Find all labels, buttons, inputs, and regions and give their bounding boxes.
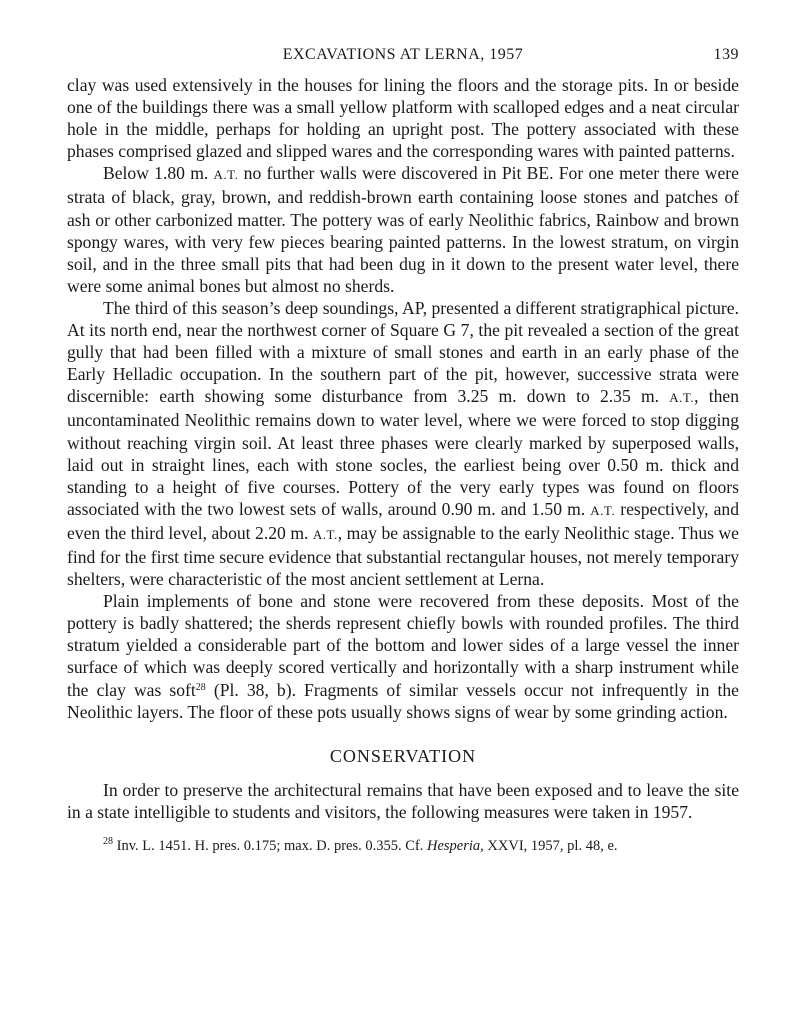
page <box>67 46 739 855</box>
abbrev-at: A.T. <box>669 390 695 406</box>
paragraph-pit-ap <box>67 297 739 590</box>
text-run: Plain implements of bone and stone were recovered from these deposits. Most of the pottery is badly shattered; the sherds represent chiefly bowls with rounded profiles. The third stratum yielded a considerable part of the bottom and lower sides of a large vessel the inner surface of which was deeply scored vertically and horizontally with a sharp instrument while the clay was soft <box>67 591 739 700</box>
text-run: , may be assignable to the early Neolithic stage. Thus we find for the first time secure evidence that substantial rectangular houses, not merely temporary shelters, were characteristic of the most ancient settlement at Lerna. <box>67 522 739 590</box>
abbrev-at: A.T. <box>312 526 338 542</box>
abbrev-at: A.T. <box>590 502 616 518</box>
text-run: (Pl. 38, b). Fragments of similar vessels occur not infrequently in the Neolithic layers. The floor of these pots usually shows signs of wear by some grinding action. <box>67 679 739 722</box>
text-run: Inv. L. 1451. H. pres. 0.175; max. D. pres. 0.355. Cf. <box>113 838 427 854</box>
text-run: , XXVI, 1957, pl. 48, e. <box>480 838 618 854</box>
journal-title: Hesperia <box>427 838 481 854</box>
body-text <box>67 74 739 855</box>
running-head <box>67 46 739 74</box>
text-run: respectively, and even the third level, about 2.20 m. <box>67 498 739 543</box>
text-run: no further walls were discovered in Pit BE. For one meter there were strata of black, gray, brown, and reddish-brown earth containing loose stones and patches of ash or other carbonized matter. The pottery was of early Neolithic fabrics, Rainbow and brown spongy wares, with very few pieces bearing painted patterns. In the lowest stratum, on virgin soil, and in the three small pits that had been dug in it down to the present water level, there were some animal bones but almost no sherds. <box>67 163 739 296</box>
page-number: 139 <box>713 46 739 63</box>
paragraph-pit-be <box>67 162 739 297</box>
paragraph-continuation: clay was used extensively in the houses for lining the floors and the storage pits. In or beside one of the buildings there was a small yellow platform with scalloped edges and a neat circular hole in the middle, perhaps for holding an upright post. The pottery associated with these phases comprised glazed and slipped wares and the corresponding wares with painted patterns. <box>67 75 739 162</box>
paragraph-implements <box>67 590 739 723</box>
running-title: EXCAVATIONS AT LERNA, 1957 <box>282 46 524 63</box>
abbrev-at: A.T. <box>213 167 239 183</box>
footnote-reference[interactable]: 28 <box>195 681 206 693</box>
section-heading: CONSERVATION <box>329 745 477 766</box>
footnote-number: 28 <box>103 836 113 847</box>
text-run: The third of this season’s deep soundings, AP, presented a different stratigraphical picture. At its north end, near the northwest corner of Square G 7, the pit revealed a section of the great gully that had been filled with a mixture of small stones and earth in an early phase of the Early Helladic occupation. In the southern part of the pit, however, successive strata were discernible: earth showing some disturbance from 3.25 m. down to 2.35 m. <box>67 297 739 407</box>
text-run: , then uncontaminated Neolithic remains down to water level, where we were forced to stop digging without reaching virgin soil. At least three phases were clearly marked by superposed walls, laid out in straight lines, each with stone socles, the earliest being over 0.50 m. thick and standing to a height of five courses. Pottery of the very early types was found on floors associated with the two lowest sets of walls, around 0.90 m. and 1.50 m. <box>67 386 739 519</box>
paragraph-conservation: In order to preserve the architectural remains that have been exposed and to leave the site in a state intelligible to students and visitors, the following measures were taken in 1957. <box>67 779 739 822</box>
footnote <box>67 837 739 855</box>
text-run: Below 1.80 m. <box>103 163 214 184</box>
